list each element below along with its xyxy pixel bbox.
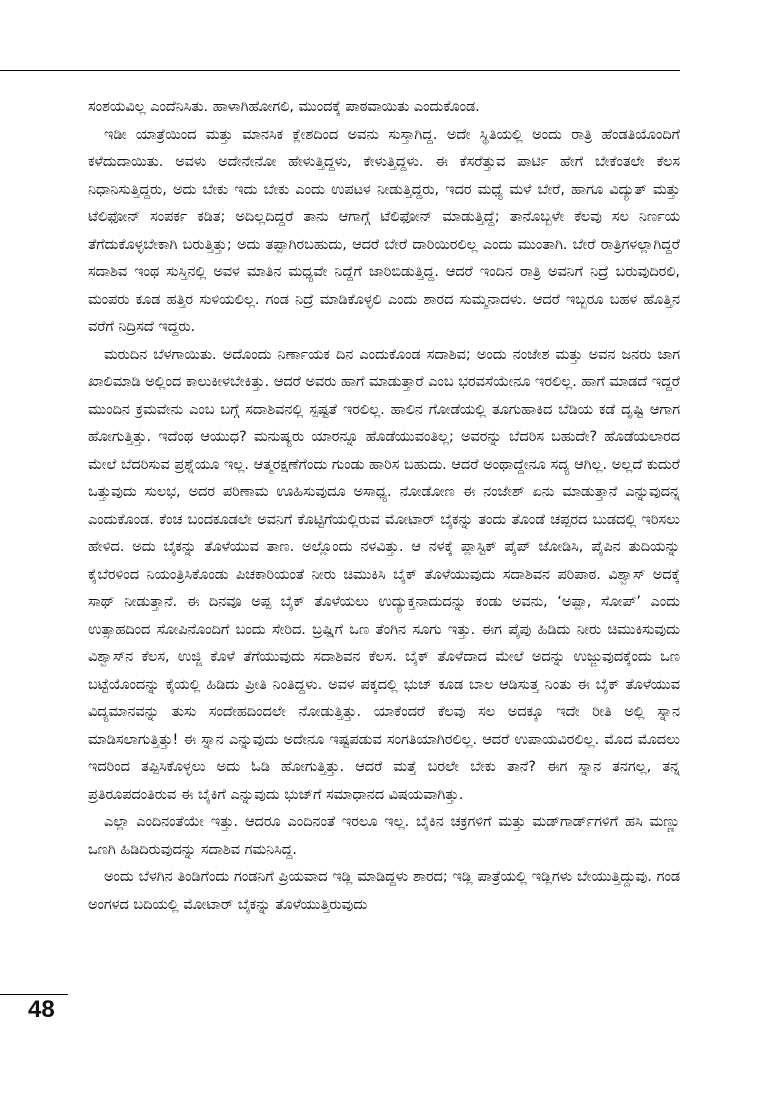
header-rule <box>0 70 680 71</box>
page-body <box>88 94 680 919</box>
paragraph-continuation: ಸಂಶಯವಿಲ್ಲ ಎಂದೆನಿಸಿತು. ಹಾಳಾಗಿಹೋಗಲಿ, ಮುಂದಕ್ಕೆ ಪಾಠವಾಯಿತು ಎಂದುಕೊಂಡ. <box>88 99 480 115</box>
page-number: 48 <box>28 996 55 1023</box>
paragraph: ಅಂದು ಬೆಳಗಿನ ತಿಂಡಿಗೆಂದು ಗಂಡನಿಗೆ ಪ್ರಿಯವಾದ ಇಡ್ಲಿ ಮಾಡಿದ್ದಳು ಶಾರದ; ಇಡ್ಲಿ ಪಾತ್ರೆಯಲ್ಲಿ ಇಡ್ಲಿಗಳು ಬೇಯುತ್ತಿದ್ದುವು. ಗಂಡ ಅಂಗಳದ ಬದಿಯಲ್ಲಿ ಮೋಟಾರ್ ಬೈಕನ್ನು ತೊಳೆಯುತ್ತಿರುವುದು <box>88 869 680 913</box>
footer-rule <box>0 994 68 995</box>
paragraph: ಇಡೀ ಯಾತ್ರೆಯಿಂದ ಮತ್ತು ಮಾನಸಿಕ ಕ್ಲೇಶದಿಂದ ಅವನು ಸುಸ್ತಾಗಿದ್ದ. ಅದೇ ಸ್ಥಿತಿಯಲ್ಲಿ ಅಂದು ರಾತ್ರಿ ಹೆಂಡತಿಯೊಂದಿಗೆ ಕಳೆದುದಾಯಿತು. ಅವಳು ಅದೇನೇನೋ ಹೇಳುತ್ತಿದ್ದಳು, ಕೇಳುತ್ತಿದ್ದಳು. ಈ ಕೆಸರೆತ್ತುವ ಪಾರ್ಟಿ ಹೇಗೆ ಬೇಕೆಂತಲೇ ಕೆಲಸ ನಿಧಾನಿಸುತ್ತಿದ್ದರು, ಅದು ಬೇಕು ಇದು ಬೇಕು ಎಂದು ಉಪಟಳ ನೀಡುತ್ತಿದ್ದರು, ಇದರ ಮಧ್ಯೆ ಮಳೆ ಬೇರೆ, ಹಾಗೂ ವಿದ್ಯುತ್ ಮತ್ತು ಟೆಲಿಫೋನ್ ಸಂಪರ್ಕ ಕಡಿತ; ಅದಿಲ್ಲದಿದ್ದರೆ ತಾನು ಆಗಾಗ್ಗೆ ಟೆಲಿಫೋನ್ ಮಾಡುತ್ತಿದ್ದೆ; ತಾನೊಬ್ಬಳೇ ಕೆಲವು ಸಲ ನಿರ್ಣಯ ತೆಗೆದುಕೊಳ್ಳಬೇಕಾಗಿ ಬರುತ್ತಿತ್ತು; ಅದು ತಪ್ಪಾಗಿರಬಹುದು, ಆದರೆ ಬೇರೆ ದಾರಿಯಿರಲಿಲ್ಲ ಎಂದು ಮುಂತಾಗಿ. ಬೇರೆ ರಾತ್ರಿಗಳಲ್ಲಾಗಿದ್ದರೆ ಸದಾಶಿವ ಇಂಥ ಸುಸ್ತಿನಲ್ಲಿ ಅವಳ ಮಾತಿನ ಮಧ್ಯವೇ ನಿದ್ದೆಗೆ ಜಾರಿಬಿಡುತ್ತಿದ್ದ. ಆದರೆ ಇಂದಿನ ರಾತ್ರಿ ಅವನಿಗೆ ನಿದ್ರೆ ಬರುವುದಿರಲಿ, ಮಂಪರು ಕೂಡ ಹತ್ತಿರ ಸುಳಿಯಲಿಲ್ಲ. ಗಂಡ ನಿದ್ರೆ ಮಾಡಿಕೊಳ್ಳಲಿ ಎಂದು ಶಾರದ ಸುಮ್ಮನಾದಳು. ಆದರೆ ಇಬ್ಬರೂ ಬಹಳ ಹೊತ್ತಿನ ವರೆಗೆ ನಿದ್ರಿಸದೆ ಇದ್ದರು. <box>88 126 680 335</box>
paragraph: ಎಲ್ಲಾ ಎಂದಿನಂತೆಯೇ ಇತ್ತು. ಆದರೂ ಎಂದಿನಂತೆ ಇರಲೂ ಇಲ್ಲ. ಬೈಕಿನ ಚಕ್ರಗಳಿಗೆ ಮತ್ತು ಮಡ್‌ಗಾರ್ಡ್‌ಗಳಿಗೆ ಹಸಿ ಮಣ್ಣು ಒಣಗಿ ಹಿಡಿದಿರುವುದನ್ನು ಸದಾಶಿವ ಗಮನಿಸಿದ್ದ. <box>88 814 680 858</box>
paragraph: ಮರುದಿನ ಬೆಳಗಾಯಿತು. ಅದೊಂದು ನಿರ್ಣಾಯಕ ದಿನ ಎಂದುಕೊಂಡ ಸದಾಶಿವ; ಅಂದು ನಂಜೇಶ ಮತ್ತು ಅವನ ಜನರು ಜಾಗ ಖಾಲಿಮಾಡಿ ಅಲ್ಲಿಂದ ಕಾಲುಕೀಳಬೇಕಿತ್ತು. ಆದರೆ ಅವರು ಹಾಗೆ ಮಾಡುತ್ತಾರೆ ಎಂಬ ಭರವಸೆಯೇನೂ ಇರಲಿಲ್ಲ. ಹಾಗೆ ಮಾಡದೆ ಇದ್ದರೆ ಮುಂದಿನ ಕ್ರಮವೇನು ಎಂಬ ಬಗ್ಗೆ ಸದಾಶಿವನಲ್ಲಿ ಸ್ಪಷ್ಟತೆ ಇರಲಿಲ್ಲ. ಹಾಲಿನ ಗೋಡೆಯಲ್ಲಿ ತೂಗುಹಾಕಿದ ಬೆಡಿಯ ಕಡೆ ದೃಷ್ಟಿ ಆಗಾಗ ಹೋಗುತ್ತಿತ್ತು. ಇದೆಂಥ ಆಯುಧ? ಮನುಷ್ಯರು ಯಾರನ್ನೂ ಹೊಡೆಯುವಂತಿಲ್ಲ; ಅವರನ್ನು ಬೆದರಿಸ ಬಹುದೇ? ಹೊಡೆಯಲಾರದ ಮೇಲೆ ಬೆದರಿಸುವ ಪ್ರಶ್ನೆಯೂ ಇಲ್ಲ. ಆತ್ಮರಕ್ಷಣೆಗೆಂದು ಗುಂಡು ಹಾರಿಸ ಬಹುದು. ಆದರೆ ಅಂಥಾದ್ದೇನೂ ಸದ್ಯ ಆಗಿಲ್ಲ. ಅಲ್ಲದೆ ಕುದುರೆ ಒತ್ತುವುದು ಸುಲಭ, ಅದರ ಪರಿಣಾಮ ಊಹಿಸುವುದೂ ಅಸಾಧ್ಯ. ನೋಡೋಣ ಈ ನಂಜೇಶ್ ಏನು ಮಾಡುತ್ತಾನೆ ಎನ್ನುವುದನ್ನ ಎಂದುಕೊಂಡ. ಕೆಂಚ ಬಂದಕೂಡಲೇ ಅವನಿಗೆ ಕೊಟ್ಟಿಗೆಯಲ್ಲಿರುವ ಮೋಟಾರ್ ಬೈಕನ್ನು ತಂದು ತೊಂಡೆ ಚಪ್ಪರದ ಬುಡದಲ್ಲಿ ಇರಿಸಲು ಹೇಳಿದ. ಅದು ಬೈಕನ್ನು ತೊಳೆಯುವ ತಾಣ. ಅಲ್ಲೊಂದು ನಳವಿತ್ತು. ಆ ನಳಕ್ಕೆ ಪ್ಲಾಸ್ಟಿಕ್ ಪೈಪ್ ಜೋಡಿಸಿ, ಪೈಪಿನ ತುದಿಯನ್ನು ಕೈಬೆರಳಿಂದ ನಿಯಂತ್ರಿಸಿಕೊಂಡು ಪಿಚಕಾರಿಯಂತೆ ನೀರು ಚಿಮುಕಿಸಿ ಬೈಕ್ ತೊಳೆಯುವುದು ಸದಾಶಿವನ ಪರಿಪಾಠ. ವಿಶ್ವಾಸ್ ಅದಕ್ಕೆ ಸಾಥ್ ನೀಡುತ್ತಾನೆ. ಈ ದಿನವೂ ಅಪ್ಪ ಬೈಕ್ ತೊಳೆಯಲು ಉದ್ಯುಕ್ತನಾದುದನ್ನು ಕಂಡು ಅವನು, ‘ಅಪ್ಪಾ, ಸೋಪ್’ ಎಂದು ಉತ್ಸಾಹದಿಂದ ಸೋಪಿನೊಂದಿಗೆ ಬಂದು ಸೇರಿದ. ಬ್ರಷ್ಷಿಗೆ ಒಣ ತೆಂಗಿನ ಸೂಗು ಇತ್ತು. ಈಗ ಪೈಪು ಹಿಡಿದು ನೀರು ಚಿಮುಕಿಸುವುದು ವಿಶ್ವಾಸ್‌ನ ಕೆಲಸ, ಉಜ್ಜಿ ಕೊಳೆ ತೆಗೆಯುವುದು ಸದಾಶಿವನ ಕೆಲಸ. ಬೈಕ್ ತೊಳೆದಾದ ಮೇಲೆ ಅದನ್ನು ಉಜ್ಜುವುದಕ್ಕೆಂದು ಒಣ ಬಟ್ಟೆಯೊಂದನ್ನು ಕೈಯಲ್ಲಿ ಹಿಡಿದು ಪ್ರೀತಿ ನಿಂತಿದ್ದಳು. ಅವಳ ಪಕ್ಕದಲ್ಲಿ ಭುಜ್ ಕೂಡ ಬಾಲ ಆಡಿಸುತ್ತ ನಿಂತು ಈ ಬೈಕ್ ತೊಳೆಯುವ ವಿದ್ಯಮಾನವನ್ನು ತುಸು ಸಂದೇಹದಿಂದಲೇ ನೋಡುತ್ತಿತ್ತು. ಯಾಕೆಂದರೆ ಕೆಲವು ಸಲ ಅದಕ್ಕೂ ಇದೇ ರೀತಿ ಅಲ್ಲಿ ಸ್ನಾನ ಮಾಡಿಸಲಾಗುತ್ತಿತ್ತು! ಈ ಸ್ನಾನ ಎನ್ನುವುದು ಅದೇನೂ ಇಷ್ಟಪಡುವ ಸಂಗತಿಯಾಗಿರಲಿಲ್ಲ. ಆದರೆ ಉಪಾಯವಿರಲಿಲ್ಲ. ಮೊದ ಮೊದಲು ಇದರಿಂದ ತಪ್ಪಿಸಿಕೊಳ್ಳಲು ಅದು ಓಡಿ ಹೋಗುತ್ತಿತ್ತು. ಆದರೆ ಮತ್ತೆ ಬರಲೇ ಬೇಕು ತಾನೆ? ಈಗ ಸ್ನಾನ ತನಗಲ್ಲ, ತನ್ನ ಪ್ರತಿರೂಪದಂತಿರುವ ಈ ಬೈಕಿಗೆ ಎನ್ನುವುದು ಭುಜ್‌ಗೆ ಸಮಾಧಾನದ ವಿಷಯವಾಗಿತ್ತು. <box>88 346 680 803</box>
